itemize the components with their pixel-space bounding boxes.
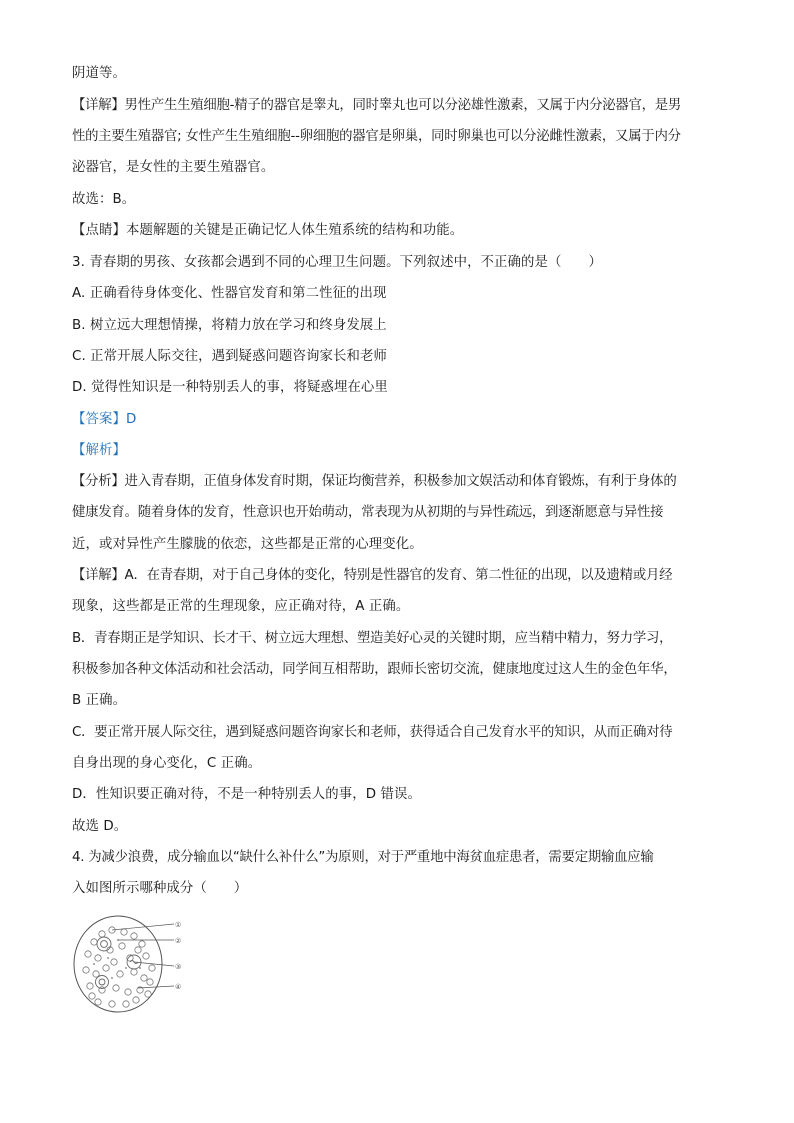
detail-line-3: B．青春期正是学知识、长才干、树立远大理想、塑造美好心灵的关键时期，应当精中精力，努力学习， xyxy=(72,631,673,646)
question-4-stem-1: 4. 为减少浪费，成分输血以“缺什么补什么”为原则，对于严重地中海贫血症患者，需要定期输血应输 xyxy=(72,850,654,865)
figure-label-3: ③ xyxy=(175,963,182,971)
text-line-4: 泌器官，是女性的主要生殖器官。 xyxy=(72,160,275,175)
smear-outline xyxy=(74,916,162,1012)
figure-label-1: ① xyxy=(175,921,182,929)
analysis-line-2: 健康发育。随着身体的发育，性意识也开始萌动，常表现为从初期的与异性疏远，到逐渐愿意与异性接 xyxy=(72,505,664,520)
text-line-2: 【详解】男性产生生殖细胞-精子的器官是睾丸，同时睾丸也可以分泌雄性激素，又属于内分泌器官，是男 xyxy=(72,98,682,113)
white-blood-cells xyxy=(96,937,142,989)
detail-line-5: B 正确。 xyxy=(72,693,127,708)
figure-labels xyxy=(175,921,181,991)
detail-line-1: 【详解】A．在青春期，对于自己身体的变化，特别是性器官的发育、第二性征的出现，以及遗精或月经 xyxy=(72,568,673,583)
analysis-label: 【解析】 xyxy=(72,443,126,458)
question-3-stem: 3. 青春期的男孩、女孩都会遇到不同的心理卫生问题。下列叙述中，不正确的是（ ） xyxy=(72,255,602,270)
question-3-option-a: A. 正确看待身体变化、性器官发育和第二性征的出现 xyxy=(72,286,387,301)
analysis-line-3: 近，或对异性产生朦胧的依恋，这些都是正常的心理变化。 xyxy=(72,537,423,552)
blood-smear-figure xyxy=(72,912,192,1018)
detail-line-9: 故选 D。 xyxy=(72,819,128,834)
text-line-6: 【点睛】本题解题的关键是正确记忆人体生殖系统的结构和功能。 xyxy=(72,223,464,238)
question-3-option-d: D. 觉得性知识是一种特别丢人的事，将疑惑埋在心里 xyxy=(72,380,388,395)
question-3-option-b: B. 树立远大理想情操，将精力放在学习和终身发展上 xyxy=(72,318,387,333)
detail-line-4: 积极参加各种文体活动和社会活动，同学间互相帮助，跟师长密切交流，健康地度过这人生的金色年华， xyxy=(72,662,677,677)
question-4-stem-2: 入如图所示哪种成分（ ） xyxy=(72,881,248,896)
figure-label-2: ② xyxy=(175,937,182,945)
figure-label-4: ④ xyxy=(175,983,182,991)
text-line-5: 故选：B。 xyxy=(72,192,136,207)
red-blood-cells xyxy=(83,927,155,1007)
detail-line-2: 现象，这些都是正常的生理现象，应正确对待，A 正确。 xyxy=(72,599,410,614)
text-line-1: 阴道等。 xyxy=(72,66,126,81)
text-line-3: 性的主要生殖器官; 女性产生生殖细胞--卵细胞的器官是卵巢，同时卵巢也可以分泌雌性激素，又属于内分 xyxy=(72,129,681,144)
detail-line-6: C．要正常开展人际交往，遇到疑惑问题咨询家长和老师，获得适合自己发育水平的知识，从而正确对待 xyxy=(72,725,673,740)
detail-line-8: D．性知识要正确对待，不是一种特别丢人的事，D 错误。 xyxy=(72,787,421,802)
analysis-line-1: 【分析】进入青春期，正值身体发育时期，保证均衡营养，积极参加文娱活动和体育锻炼，有利于身体的 xyxy=(72,474,677,489)
question-3-option-c: C. 正常开展人际交往，遇到疑惑问题咨询家长和老师 xyxy=(72,349,387,364)
detail-line-7: 自身出现的身心变化，C 正确。 xyxy=(72,756,262,771)
answer-label: 【答案】D xyxy=(72,412,137,427)
